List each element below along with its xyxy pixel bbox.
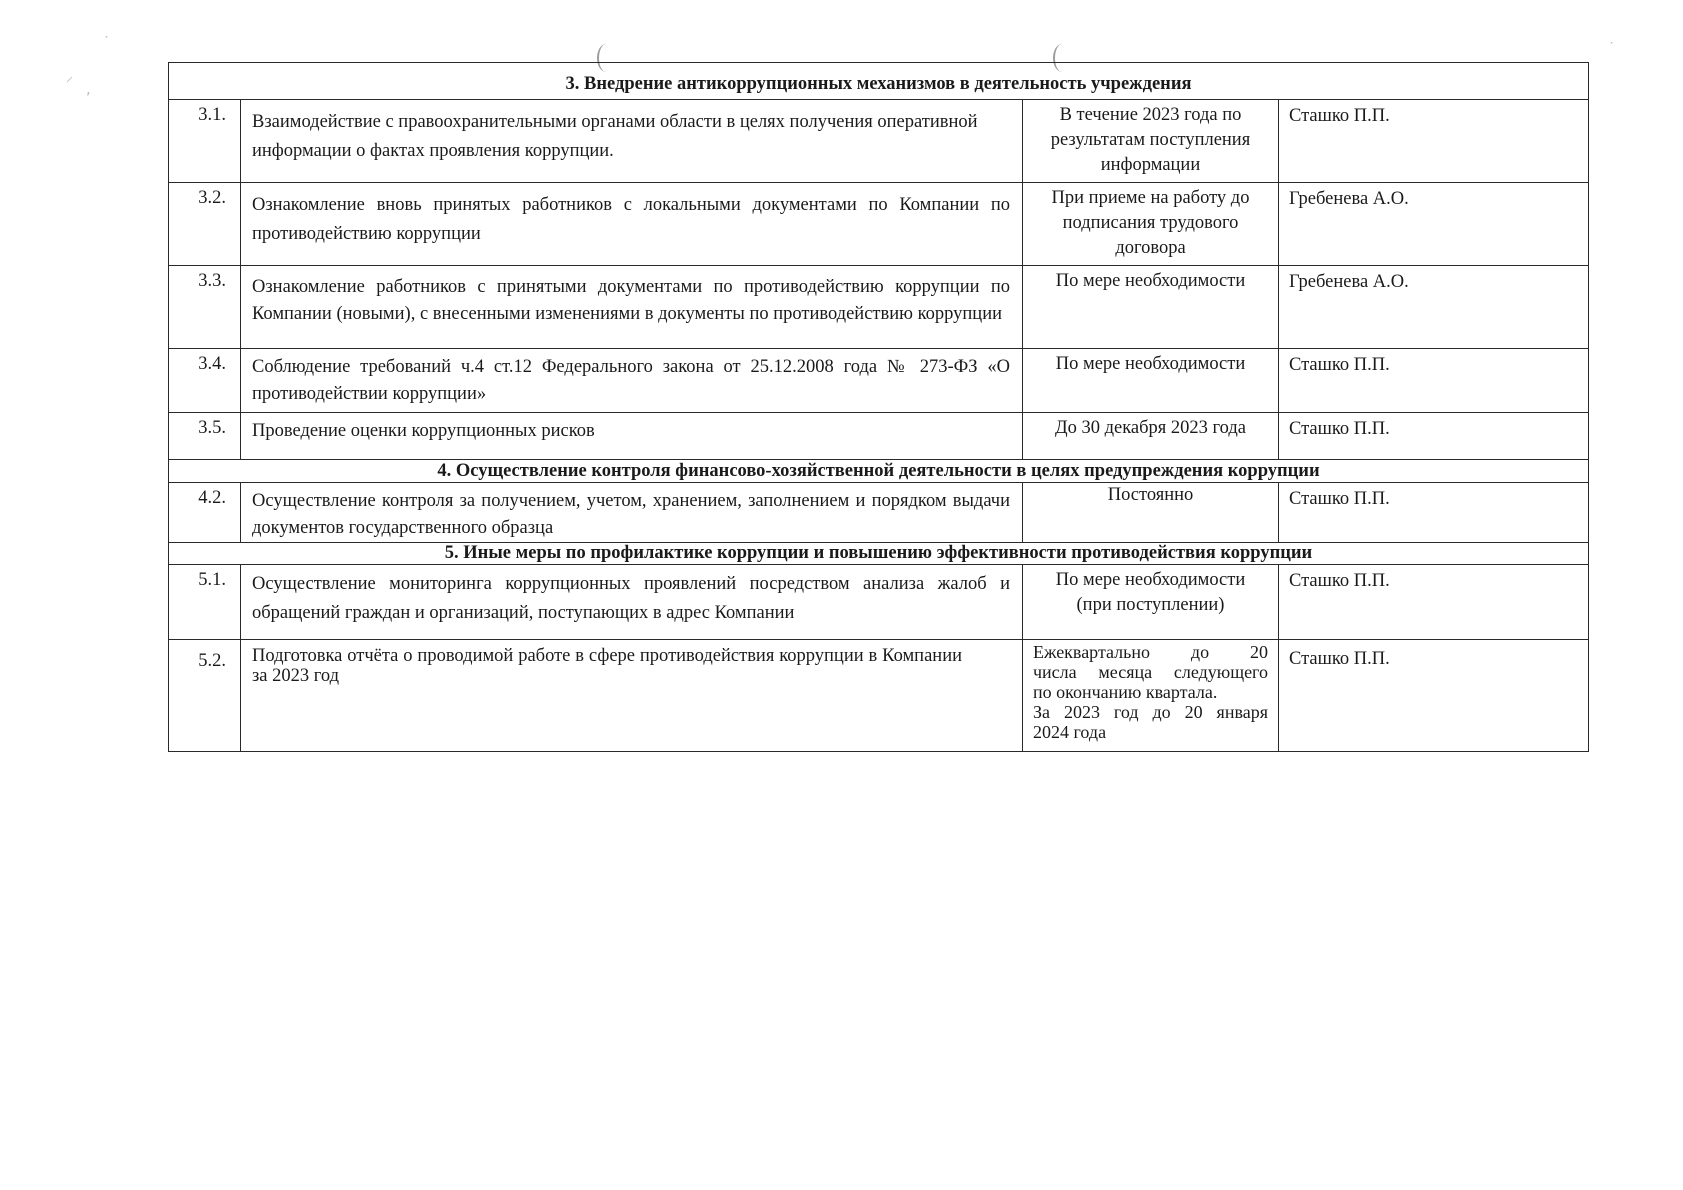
measures-table-container (168, 62, 1588, 752)
row-number: 3.2. (169, 183, 241, 266)
section-title: 5. Иные меры по профилактике коррупции и повышению эффективности противодействия коррупции (169, 543, 1589, 565)
term-line: 2024 года (1033, 722, 1107, 742)
row-number: 3.4. (169, 349, 241, 413)
row-activity: Проведение оценки коррупционных рисков (241, 413, 1023, 460)
row-activity: Осуществление мониторинга коррупционных проявлений посредством анализа жалоб и обращений граждан и организаций, поступающих в адрес Компании (241, 565, 1023, 640)
row-activity: Соблюдение требований ч.4 ст.12 Федерального закона от 25.12.2008 года № 273-ФЗ «О противодействии коррупции» (241, 349, 1023, 413)
section-title: 3. Внедрение антикоррупционных механизмов в деятельность учреждения (169, 63, 1589, 100)
table-row (169, 183, 1589, 266)
row-responsible: Сташко П.П. (1279, 483, 1589, 543)
row-term: В течение 2023 года по результатам поступления информации (1023, 100, 1279, 183)
row-term: Постоянно (1023, 483, 1279, 543)
section-title: 4. Осуществление контроля финансово-хозяйственной деятельности в целях предупреждения коррупции (169, 460, 1589, 483)
term-line: За 2023 год до 20 января (1033, 702, 1268, 722)
row-term: По мере необходимости (1023, 266, 1279, 349)
row-activity: Взаимодействие с правоохранительными органами области в целях получения оперативной информации о фактах проявления коррупции. (241, 100, 1023, 183)
table-row (169, 266, 1589, 349)
row-number: 5.2. (169, 640, 241, 752)
row-term (1023, 640, 1279, 752)
row-activity: Осуществление контроля за получением, учетом, хранением, заполнением и порядком выдачи документов государственного образца (241, 483, 1023, 543)
scan-speck: ‚ (86, 82, 91, 98)
row-responsible: Гребенева А.О. (1279, 266, 1589, 349)
row-number: 4.2. (169, 483, 241, 543)
row-number: 3.1. (169, 100, 241, 183)
row-term: По мере необходимости (при поступлении) (1023, 565, 1279, 640)
row-responsible: Сташко П.П. (1279, 565, 1589, 640)
scan-speck: ⸝ (66, 69, 73, 85)
row-responsible: Сташко П.П. (1279, 349, 1589, 413)
table-row (169, 483, 1589, 543)
row-activity: Ознакомление вновь принятых работников с локальными документами по Компании по противодействию коррупции (241, 183, 1023, 266)
table-row (169, 565, 1589, 640)
term-line: Ежеквартально до 20 (1033, 642, 1268, 662)
term-line: числа месяца следующего (1033, 662, 1268, 682)
scan-speck: ˙ (103, 35, 110, 51)
section-header-row (169, 543, 1589, 565)
row-number: 5.1. (169, 565, 241, 640)
table-row (169, 349, 1589, 413)
row-responsible: Гребенева А.О. (1279, 183, 1589, 266)
row-term: По мере необходимости (1023, 349, 1279, 413)
table-row (169, 413, 1589, 460)
measures-table (168, 62, 1589, 752)
row-responsible: Сташко П.П. (1279, 640, 1589, 752)
row-activity: Подготовка отчёта о проводимой работе в сфере противодействия коррупции в Компании за 2023 год (241, 640, 1023, 752)
table-row (169, 640, 1589, 752)
row-number: 3.5. (169, 413, 241, 460)
table-row (169, 100, 1589, 183)
scan-speck: ˙ (1608, 41, 1615, 57)
row-number: 3.3. (169, 266, 241, 349)
section-header-row (169, 460, 1589, 483)
row-term: До 30 декабря 2023 года (1023, 413, 1279, 460)
section-header-row (169, 63, 1589, 100)
row-activity: Ознакомление работников с принятыми документами по противодействию коррупции по Компании (новыми), с внесенными изменениями в документы по противодействию коррупции (241, 266, 1023, 349)
row-responsible: Сташко П.П. (1279, 413, 1589, 460)
term-line: по окончанию квартала. (1033, 682, 1218, 702)
row-term: При приеме на работу до подписания трудового договора (1023, 183, 1279, 266)
row-responsible: Сташко П.П. (1279, 100, 1589, 183)
